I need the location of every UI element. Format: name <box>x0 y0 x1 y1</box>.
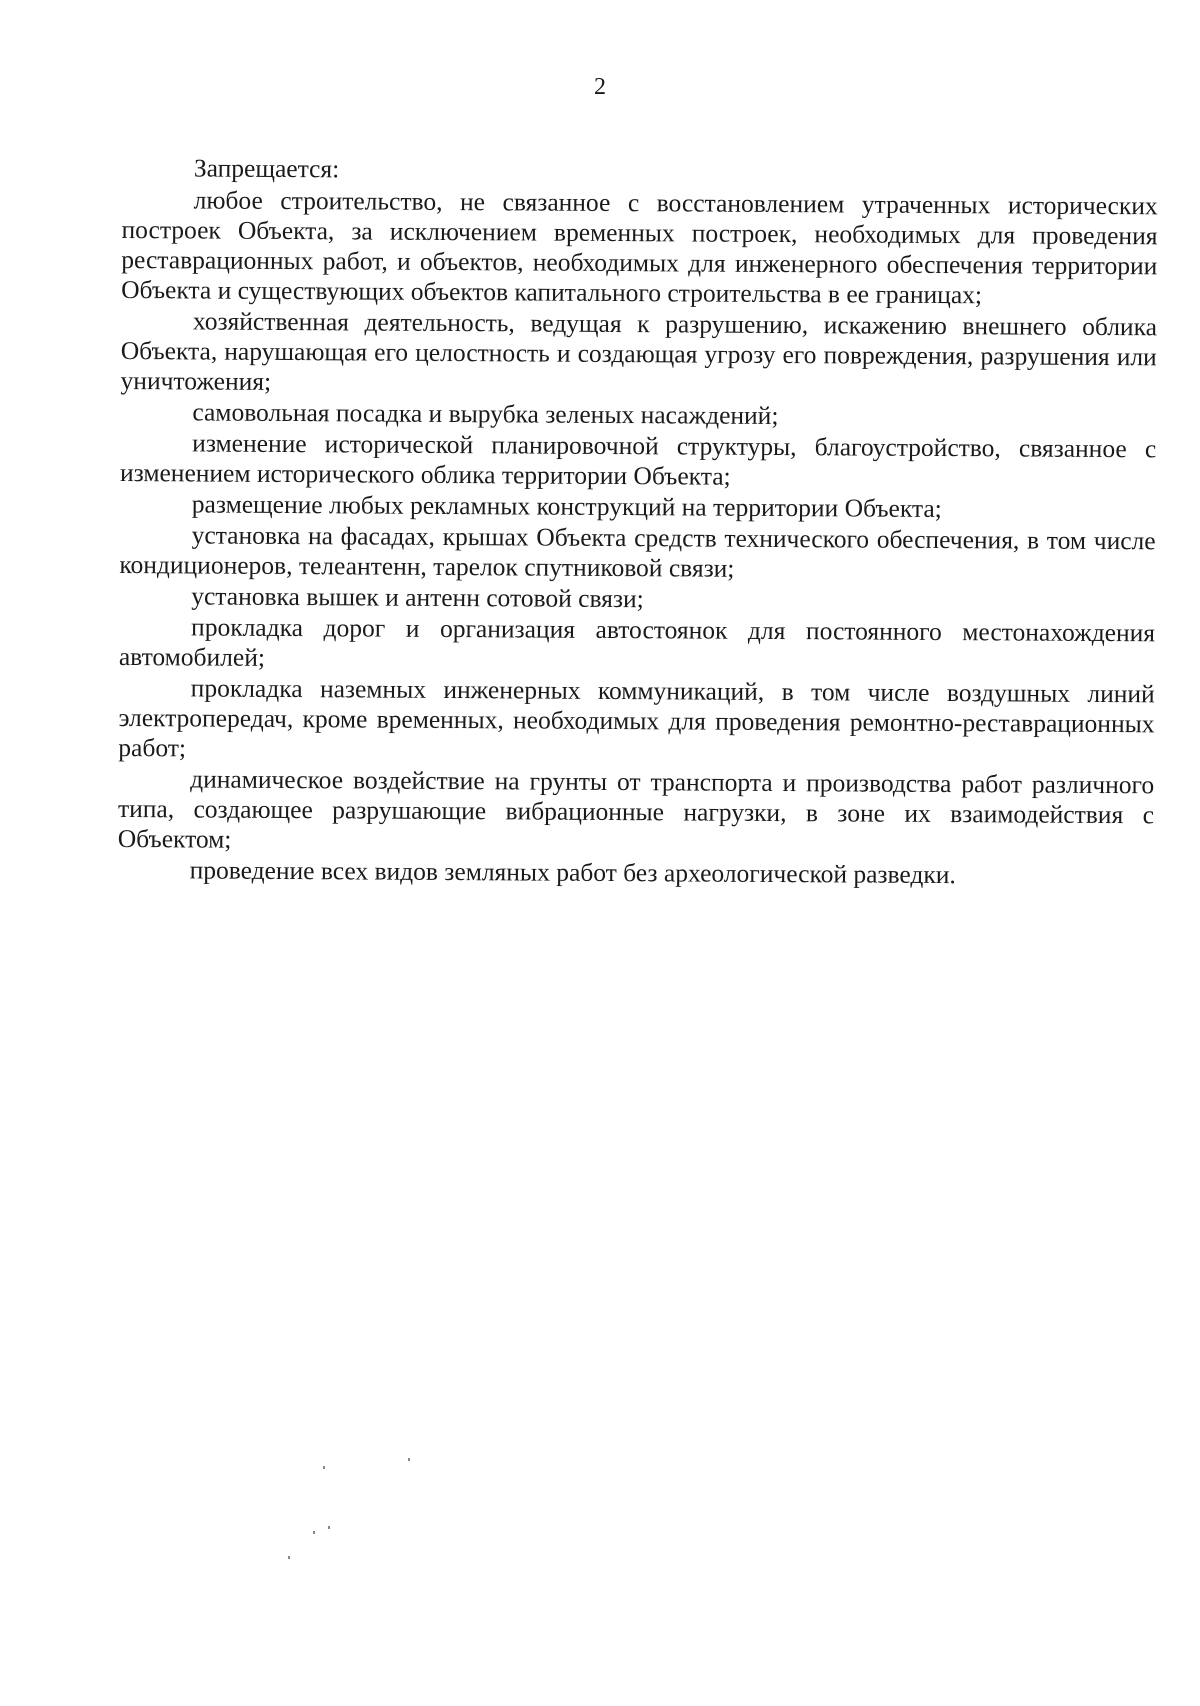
paragraph-construction: любое строительство, не связанное с восстановлением утраченных исторических построек Объекта, за исключением временных построек, необходимых для проведения реставрационных работ, и объектов, необходимых для инженерного обеспечения территории Объекта и существующих объектов капитального строительства в ее границах; <box>121 185 1158 310</box>
paragraph-advertising: размещение любых рекламных конструкций на территории Объекта; <box>191 489 942 524</box>
document-heading: Запрещается: <box>193 153 340 184</box>
scan-speck <box>313 1531 315 1534</box>
page-number: 2 <box>594 74 606 100</box>
paragraph-dynamic-impact: динамическое воздействие на грунты от транспорта и производства работ различного типа, создающее разрушающие вибрационные нагрузки, в зоне их взаимодействия с Объектом; <box>117 764 1155 854</box>
scan-speck <box>408 1458 410 1461</box>
paragraph-facade-equipment: установка на фасадах, крышах Объекта средств технического обеспечения, в том числе кондиционеров, телеантенн, тарелок спутниковой связи; <box>119 520 1156 583</box>
paragraph-utilities: прокладка наземных инженерных коммуникаций, в том числе воздушных линий электропередач, кроме временных, необходимых для проведения ремонтно-реставрационных работ; <box>118 673 1155 763</box>
paragraph-cell-towers: установка вышек и антенн сотовой связи; <box>191 581 644 614</box>
scan-speck <box>328 1526 330 1529</box>
paragraph-economic-activity: хозяйственная деятельность, ведущая к разрушению, искажению внешнего облика Объекта, нарушающая его целостность и создающая угрозу его повреждения, разрушения или уничтожения; <box>120 306 1158 396</box>
scan-speck <box>288 1556 290 1559</box>
document-body <box>118 152 1158 892</box>
paragraph-planning-structure: изменение исторической планировочной структуры, благоустройство, связанное с изменением исторического облика территории Объекта; <box>119 428 1157 491</box>
paragraph-roads-parking: прокладка дорог и организация автостоянок для постоянного местонахождения автомобилей; <box>118 612 1156 672</box>
paragraph-earthworks: проведение всех видов земляных работ без археологической разведки. <box>189 855 956 890</box>
scan-speck <box>323 1466 325 1469</box>
paragraph-planting: самовольная посадка и вырубка зеленых насаждений; <box>192 397 779 431</box>
